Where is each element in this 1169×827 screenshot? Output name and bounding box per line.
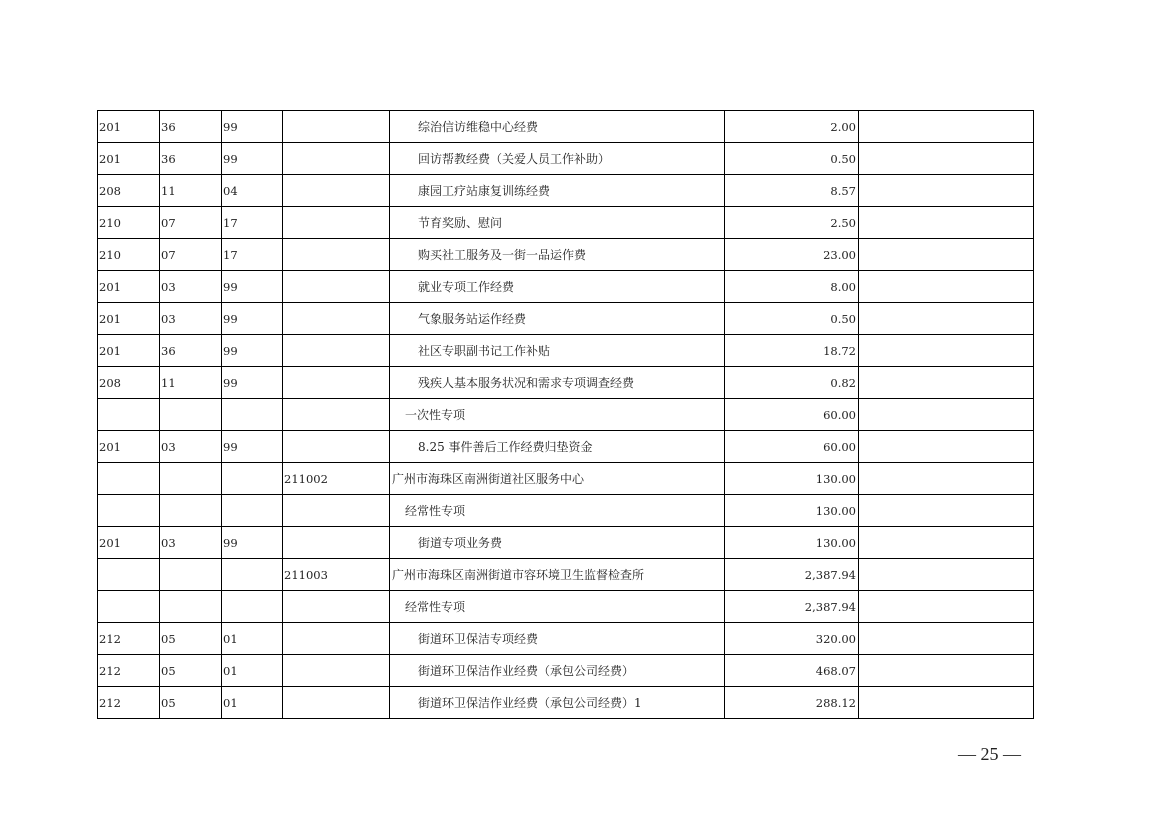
item-code-cell (222, 591, 283, 623)
item-code-cell: 99 (222, 367, 283, 399)
section-code-cell (160, 591, 222, 623)
class-code-cell (98, 495, 160, 527)
class-code-cell: 208 (98, 367, 160, 399)
note-cell (859, 367, 1034, 399)
note-cell (859, 399, 1034, 431)
note-cell (859, 431, 1034, 463)
section-code-cell: 05 (160, 655, 222, 687)
unit-code-cell: 211003 (283, 559, 390, 591)
item-name-cell: 广州市海珠区南洲街道社区服务中心 (390, 463, 725, 495)
item-code-cell: 99 (222, 527, 283, 559)
section-code-cell: 11 (160, 175, 222, 207)
item-code-cell (222, 463, 283, 495)
amount-cell: 2.50 (725, 207, 859, 239)
unit-code-cell (283, 655, 390, 687)
section-code-cell: 07 (160, 239, 222, 271)
amount-cell: 2,387.94 (725, 591, 859, 623)
note-cell (859, 335, 1034, 367)
amount-cell: 130.00 (725, 463, 859, 495)
table-row (98, 527, 1034, 559)
section-code-cell: 03 (160, 303, 222, 335)
unit-code-cell (283, 431, 390, 463)
class-code-cell: 201 (98, 303, 160, 335)
section-code-cell (160, 559, 222, 591)
item-name-cell: 经常性专项 (390, 495, 725, 527)
section-code-cell: 11 (160, 367, 222, 399)
item-name-cell: 一次性专项 (390, 399, 725, 431)
section-code-cell: 03 (160, 271, 222, 303)
item-name-cell: 气象服务站运作经费 (390, 303, 725, 335)
item-name-cell: 综治信访维稳中心经费 (390, 111, 725, 143)
unit-code-cell (283, 591, 390, 623)
section-code-cell: 07 (160, 207, 222, 239)
class-code-cell (98, 591, 160, 623)
unit-code-cell (283, 399, 390, 431)
amount-cell: 130.00 (725, 495, 859, 527)
item-code-cell: 99 (222, 335, 283, 367)
unit-code-cell (283, 207, 390, 239)
unit-code-cell (283, 239, 390, 271)
section-code-cell: 36 (160, 143, 222, 175)
amount-cell: 468.07 (725, 655, 859, 687)
note-cell (859, 175, 1034, 207)
table-row (98, 623, 1034, 655)
class-code-cell: 212 (98, 687, 160, 719)
amount-cell: 60.00 (725, 431, 859, 463)
unit-code-cell (283, 303, 390, 335)
note-cell (859, 559, 1034, 591)
note-cell (859, 271, 1034, 303)
table-body (98, 111, 1034, 719)
table-row (98, 495, 1034, 527)
table-row (98, 335, 1034, 367)
note-cell (859, 111, 1034, 143)
section-code-cell: 05 (160, 687, 222, 719)
item-code-cell: 99 (222, 143, 283, 175)
section-code-cell (160, 399, 222, 431)
item-name-cell: 康园工疗站康复训练经费 (390, 175, 725, 207)
amount-cell: 23.00 (725, 239, 859, 271)
unit-code-cell (283, 335, 390, 367)
class-code-cell: 201 (98, 271, 160, 303)
unit-code-cell (283, 687, 390, 719)
unit-code-cell (283, 367, 390, 399)
section-code-cell: 36 (160, 111, 222, 143)
note-cell (859, 143, 1034, 175)
section-code-cell: 03 (160, 431, 222, 463)
table-row (98, 655, 1034, 687)
amount-cell: 8.57 (725, 175, 859, 207)
table-row (98, 239, 1034, 271)
page-number: — 25 — (958, 744, 1021, 764)
budget-table (97, 110, 1034, 719)
amount-cell: 2.00 (725, 111, 859, 143)
item-code-cell (222, 559, 283, 591)
item-name-cell: 街道环卫保洁作业经费（承包公司经费）1 (390, 687, 725, 719)
item-name-cell: 经常性专项 (390, 591, 725, 623)
unit-code-cell (283, 495, 390, 527)
note-cell (859, 655, 1034, 687)
note-cell (859, 463, 1034, 495)
class-code-cell: 201 (98, 527, 160, 559)
class-code-cell: 210 (98, 207, 160, 239)
note-cell (859, 623, 1034, 655)
note-cell (859, 687, 1034, 719)
table-row (98, 143, 1034, 175)
table-row (98, 687, 1034, 719)
unit-code-cell (283, 623, 390, 655)
amount-cell: 0.50 (725, 303, 859, 335)
class-code-cell: 208 (98, 175, 160, 207)
amount-cell: 288.12 (725, 687, 859, 719)
section-code-cell (160, 495, 222, 527)
table-row (98, 111, 1034, 143)
table-row (98, 591, 1034, 623)
note-cell (859, 303, 1034, 335)
class-code-cell (98, 559, 160, 591)
item-name-cell: 街道环卫保洁作业经费（承包公司经费） (390, 655, 725, 687)
item-name-cell: 社区专职副书记工作补贴 (390, 335, 725, 367)
class-code-cell: 212 (98, 623, 160, 655)
unit-code-cell (283, 175, 390, 207)
note-cell (859, 591, 1034, 623)
class-code-cell: 201 (98, 111, 160, 143)
section-code-cell: 05 (160, 623, 222, 655)
unit-code-cell (283, 111, 390, 143)
class-code-cell: 201 (98, 335, 160, 367)
item-name-cell: 8.25 事件善后工作经费归垫资金 (390, 431, 725, 463)
item-name-cell: 购买社工服务及一街一品运作费 (390, 239, 725, 271)
amount-cell: 60.00 (725, 399, 859, 431)
amount-cell: 2,387.94 (725, 559, 859, 591)
unit-code-cell (283, 271, 390, 303)
class-code-cell: 210 (98, 239, 160, 271)
item-name-cell: 残疾人基本服务状况和需求专项调查经费 (390, 367, 725, 399)
unit-code-cell: 211002 (283, 463, 390, 495)
table-row (98, 399, 1034, 431)
class-code-cell: 212 (98, 655, 160, 687)
item-code-cell (222, 495, 283, 527)
table-row (98, 271, 1034, 303)
item-name-cell: 回访帮教经费（关爱人员工作补助） (390, 143, 725, 175)
note-cell (859, 527, 1034, 559)
table-row (98, 367, 1034, 399)
item-code-cell: 17 (222, 207, 283, 239)
note-cell (859, 207, 1034, 239)
item-code-cell: 99 (222, 431, 283, 463)
table-row (98, 431, 1034, 463)
item-name-cell: 街道环卫保洁专项经费 (390, 623, 725, 655)
table-row (98, 559, 1034, 591)
item-code-cell (222, 399, 283, 431)
table-row (98, 207, 1034, 239)
amount-cell: 0.82 (725, 367, 859, 399)
item-name-cell: 街道专项业务费 (390, 527, 725, 559)
class-code-cell: 201 (98, 143, 160, 175)
item-code-cell: 99 (222, 271, 283, 303)
class-code-cell: 201 (98, 431, 160, 463)
item-code-cell: 01 (222, 623, 283, 655)
unit-code-cell (283, 143, 390, 175)
section-code-cell: 03 (160, 527, 222, 559)
item-code-cell: 99 (222, 303, 283, 335)
item-code-cell: 01 (222, 655, 283, 687)
class-code-cell (98, 463, 160, 495)
class-code-cell (98, 399, 160, 431)
item-name-cell: 节育奖励、慰问 (390, 207, 725, 239)
item-name-cell: 就业专项工作经费 (390, 271, 725, 303)
amount-cell: 130.00 (725, 527, 859, 559)
section-code-cell (160, 463, 222, 495)
unit-code-cell (283, 527, 390, 559)
amount-cell: 320.00 (725, 623, 859, 655)
item-code-cell: 99 (222, 111, 283, 143)
amount-cell: 18.72 (725, 335, 859, 367)
item-code-cell: 04 (222, 175, 283, 207)
note-cell (859, 495, 1034, 527)
item-code-cell: 01 (222, 687, 283, 719)
amount-cell: 8.00 (725, 271, 859, 303)
table-row (98, 175, 1034, 207)
item-code-cell: 17 (222, 239, 283, 271)
item-name-cell: 广州市海珠区南洲街道市容环境卫生监督检查所 (390, 559, 725, 591)
note-cell (859, 239, 1034, 271)
section-code-cell: 36 (160, 335, 222, 367)
table-row (98, 463, 1034, 495)
table-row (98, 303, 1034, 335)
amount-cell: 0.50 (725, 143, 859, 175)
